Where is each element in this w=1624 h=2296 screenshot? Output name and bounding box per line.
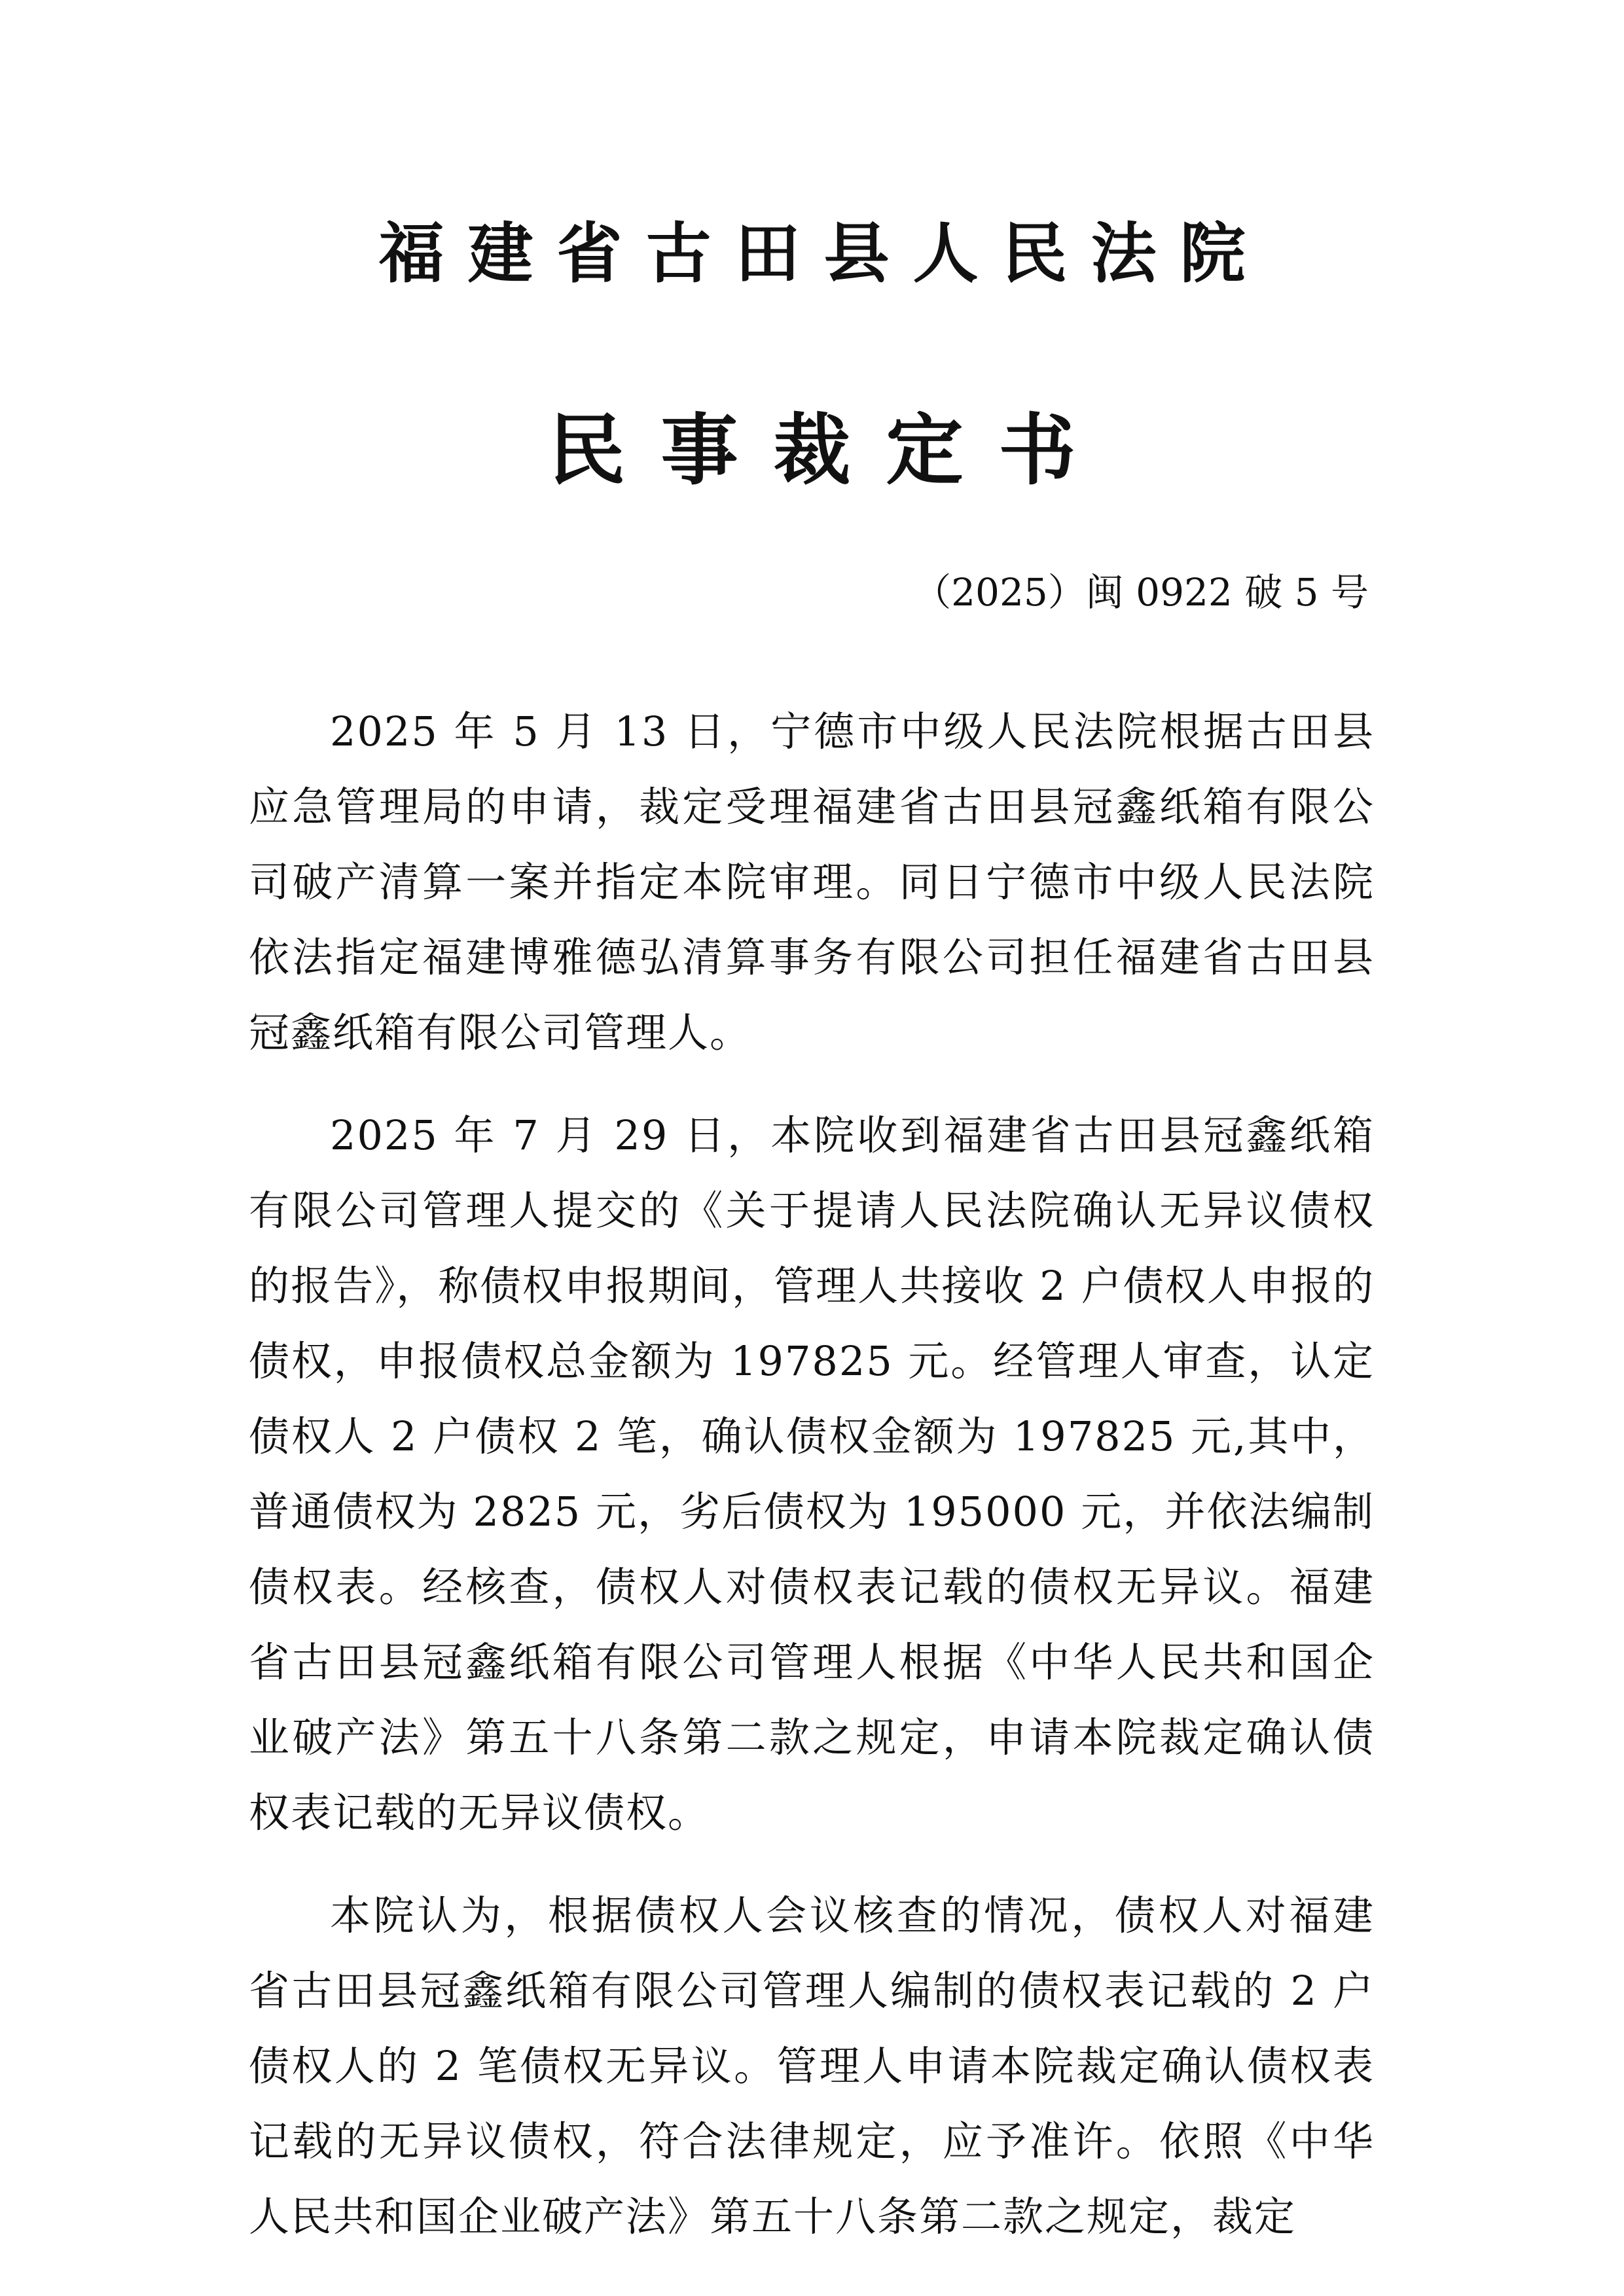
case-number: （2025）闽 0922 破 5 号 xyxy=(913,570,1369,615)
document-title: 民事裁定书 xyxy=(548,404,1111,495)
paragraph-acceptance: 2025 年 5 月 13 日，宁德市中级人民法院根据古田县应急管理局的申请，裁定受理福建省古田县冠鑫纸箱有限公司破产清算一案并指定本院审理。同日宁德市中级人民法院依法指定福建博雅德弘清算事务有限公司担任福建省古田县冠鑫纸箱有限公司管理人。 xyxy=(249,708,1375,1056)
paragraph-court-opinion: 本院认为，根据债权人会议核查的情况，债权人对福建省古田县冠鑫纸箱有限公司管理人编制的债权表记载的 2 户债权人的 2 笔债权无异议。管理人申请本院裁定确认债权表记载的无异议债权，符合法律规定，应予准许。依照《中华人民共和国企业破产法》第五十八条第二款之规定，裁定 xyxy=(249,1892,1375,2240)
court-name: 福建省古田县人民法院 xyxy=(378,215,1269,292)
document-body xyxy=(249,694,1375,2282)
paragraph-report: 2025 年 7 月 29 日，本院收到福建省古田县冠鑫纸箱有限公司管理人提交的《关于提请人民法院确认无异议债权的报告》，称债权申报期间，管理人共接收 2 户债权人申报的债权，申报债权总金额为 197825 元。经管理人审查，认定债权人 2 户债权 2 笔，确认债权金额为 197825 元,其中，普通债权为 2825 元，劣后债权为 195000 元，并依法编制债权表。经核查，债权人对债权表记载的债权无异议。福建省古田县冠鑫纸箱有限公司管理人根据《中华人民共和国企业破产法》第五十八条第二款之规定，申请本院裁定确认债权表记载的无异议债权。 xyxy=(249,1111,1375,1837)
